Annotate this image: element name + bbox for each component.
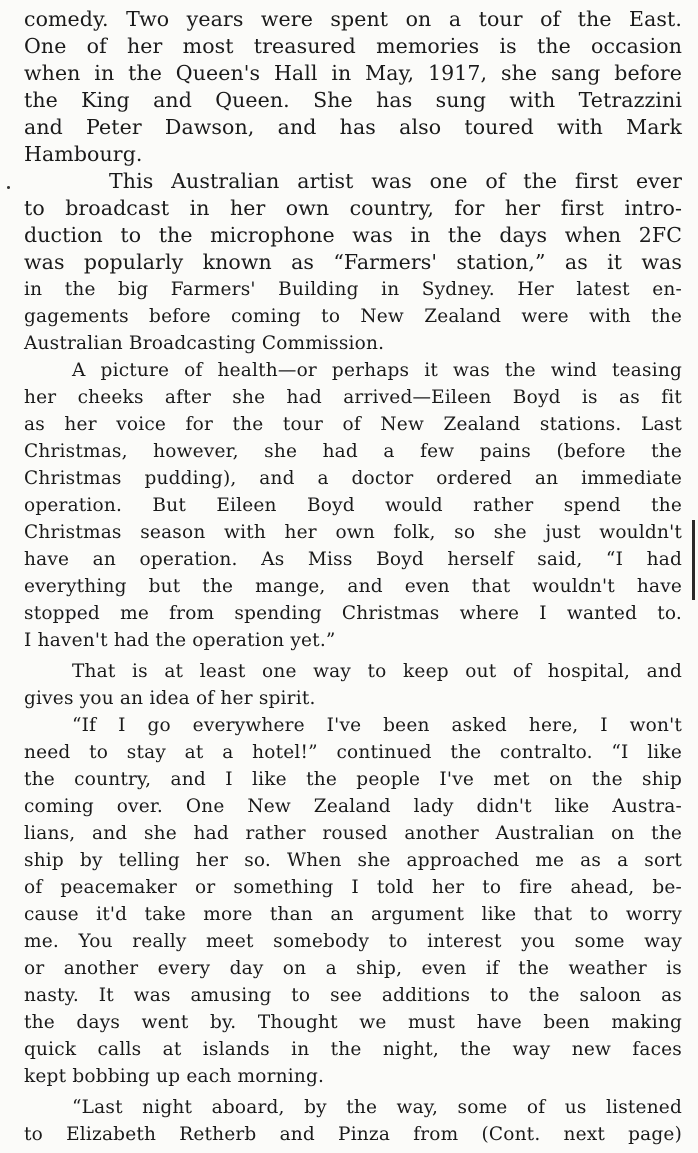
article-line: Christmas season with her own folk, so she just wouldn't xyxy=(24,522,682,543)
paragraph-start-line: This Australian artist was one of the first ever xyxy=(109,169,682,193)
article-line: lians, and she had rather roused another Australian on the xyxy=(24,823,682,844)
article-line: the days went by. Thought we must have been making xyxy=(24,1012,682,1033)
article-line: as her voice for the tour of New Zealand stations. Last xyxy=(24,414,682,435)
article-line: stopped me from spending Christmas where I wanted to. xyxy=(24,603,682,624)
article-line: was popularly known as “Farmers' station,” as it was xyxy=(24,250,682,274)
article-line: everything but the mange, and even that wouldn't have xyxy=(24,576,682,597)
article-line: quick calls at islands in the night, the way new faces xyxy=(24,1039,682,1060)
article-line: to broadcast in her own country, for her first intro- xyxy=(24,196,682,220)
article-line: the King and Queen. She has sung with Tetrazzini xyxy=(24,88,682,112)
article-line: Australian Broadcasting Commission. xyxy=(24,333,385,354)
article-line: kept bobbing up each morning. xyxy=(24,1066,325,1087)
article-line: cause it'd take more than an argument like that to worry xyxy=(24,904,682,925)
article-line: ship by telling her so. When she approached me as a sort xyxy=(24,850,682,871)
article-line: gagements before coming to New Zealand were with the xyxy=(24,306,682,327)
article-line: duction to the microphone was in the days when 2FC xyxy=(24,223,682,247)
article-line: comedy. Two years were spent on a tour of the East. xyxy=(24,7,682,31)
article-line: I haven't had the operation yet.” xyxy=(24,630,336,651)
article-line: when in the Queen's Hall in May, 1917, she sang before xyxy=(24,61,682,85)
article-line: operation. But Eileen Boyd would rather spend the xyxy=(24,495,682,516)
paragraph-start-line: That is at least one way to keep out of hospital, and xyxy=(72,661,682,682)
article-line: in the big Farmers' Building in Sydney. Her latest en- xyxy=(24,279,682,300)
article-line: Christmas pudding), and a doctor ordered an immediate xyxy=(24,468,682,489)
article-line: to Elizabeth Retherb and Pinza from (Cont. next page) xyxy=(24,1124,682,1145)
article-line: One of her most treasured memories is the occasion xyxy=(24,34,682,58)
article-line: and Peter Dawson, and has also toured with Mark xyxy=(24,115,682,139)
article-line: Hambourg. xyxy=(24,142,143,166)
article-line: Christmas, however, she had a few pains (before the xyxy=(24,441,682,462)
article-line: have an operation. As Miss Boyd herself said, “I had xyxy=(24,549,682,570)
article-line: her cheeks after she had arrived—Eileen Boyd is as fit xyxy=(24,387,682,408)
paragraph-start-line: “Last night aboard, by the way, some of us listened xyxy=(72,1097,682,1118)
article-line: nasty. It was amusing to see additions to the saloon as xyxy=(24,985,682,1006)
page-edge-scan-mark xyxy=(692,520,695,600)
article-line: or another every day on a ship, even if the weather is xyxy=(24,958,682,979)
article-line: the country, and I like the people I've met on the ship xyxy=(24,769,682,790)
article-line: of peacemaker or something I told her to fire ahead, be- xyxy=(24,877,682,898)
article-line: gives you an idea of her spirit. xyxy=(24,688,316,709)
scan-speck xyxy=(7,186,10,189)
paragraph-start-line: “If I go everywhere I've been asked here, I won't xyxy=(72,715,682,736)
article-line: coming over. One New Zealand lady didn't like Austra- xyxy=(24,796,682,817)
paragraph-start-line: A picture of health—or perhaps it was the wind teasing xyxy=(72,360,682,381)
article-line: me. You really meet somebody to interest you some way xyxy=(24,931,682,952)
article-line: need to stay at a hotel!” continued the contralto. “I like xyxy=(24,742,682,763)
